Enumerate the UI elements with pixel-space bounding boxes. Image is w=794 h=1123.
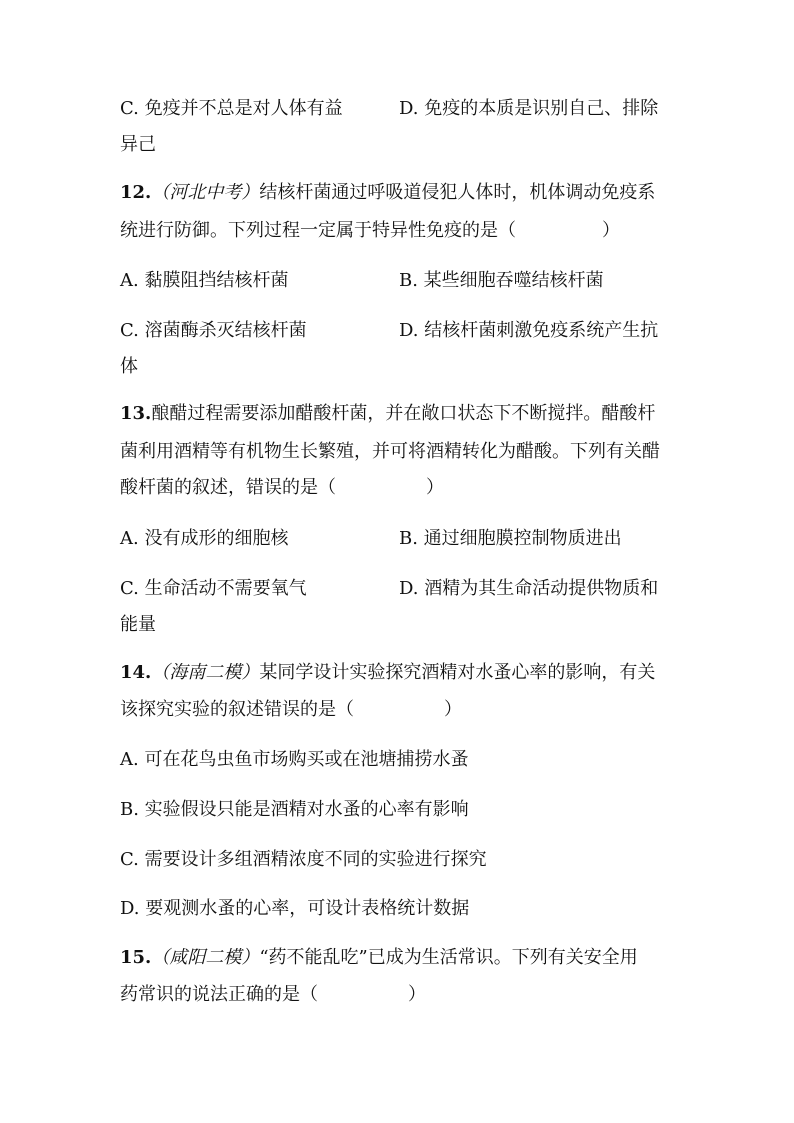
q13-option-d-continued: 能量	[120, 614, 156, 635]
question-12-stem	[120, 180, 655, 206]
question-source: （海南二模）	[151, 662, 260, 683]
question-14-stem-line-2	[120, 697, 462, 723]
option-d-continued: 异己	[120, 134, 156, 155]
q12-option-a: A. 黏膜阻挡结核杆菌	[120, 270, 289, 291]
answer-bracket-close: ）	[602, 220, 620, 241]
question-text: 酸杆菌的叙述，错误的是（	[120, 477, 336, 498]
option-c: C. 免疫并不总是对人体有益	[120, 98, 343, 119]
answer-bracket-close: ）	[426, 477, 444, 498]
q14-option-c: C. 需要设计多组酒精浓度不同的实验进行探究	[120, 849, 487, 870]
q12-option-b: B. 某些细胞吞噬结核杆菌	[399, 270, 604, 291]
question-source: （河北中考）	[151, 182, 260, 203]
q13-option-d: D. 酒精为其生命活动提供物质和	[399, 578, 659, 599]
question-number: 14.	[120, 662, 152, 683]
q12-option-d: D. 结核杆菌刺激免疫系统产生抗	[399, 320, 659, 341]
question-12-stem-line-2	[120, 218, 620, 244]
q13-option-a: A. 没有成形的细胞核	[120, 528, 289, 549]
question-source: （咸阳二模）	[151, 947, 260, 968]
question-13-stem	[120, 401, 655, 427]
question-text: “药不能乱吃”已成为生活常识。下列有关安全用	[259, 947, 638, 968]
q12-option-d-continued: 体	[120, 356, 138, 377]
question-text: 药常识的说法正确的是（	[120, 984, 318, 1005]
q13-option-b: B. 通过细胞膜控制物质进出	[399, 528, 622, 549]
question-13-stem-line-2: 菌利用酒精等有机物生长繁殖，并可将酒精转化为醋酸。下列有关醋	[120, 441, 660, 462]
question-14-stem	[120, 660, 655, 686]
question-text: 统进行防御。下列过程一定属于特异性免疫的是（	[120, 220, 516, 241]
q14-option-b: B. 实验假设只能是酒精对水蚤的心率有影响	[120, 799, 469, 820]
question-number: 12.	[120, 182, 152, 203]
question-text: 结核杆菌通过呼吸道侵犯人体时，机体调动免疫系	[259, 182, 656, 203]
q14-option-a: A. 可在花鸟虫鱼市场购买或在池塘捕捞水蚤	[120, 749, 469, 770]
question-15-stem-line-2	[120, 982, 426, 1008]
question-text: 某同学设计实验探究酒精对水蚤心率的影响，有关	[259, 662, 656, 683]
question-number: 13.	[120, 403, 152, 424]
answer-bracket-close: ）	[408, 984, 426, 1005]
question-13-stem-line-3	[120, 475, 444, 501]
q13-option-c: C. 生命活动不需要氧气	[120, 578, 307, 599]
q14-option-d: D. 要观测水蚤的心率，可设计表格统计数据	[120, 898, 470, 919]
question-number: 15.	[120, 947, 152, 968]
option-d: D. 免疫的本质是识别自己、排除	[399, 98, 659, 119]
answer-bracket-close: ）	[444, 699, 462, 720]
question-text: 该探究实验的叙述错误的是（	[120, 699, 354, 720]
question-text: 酿醋过程需要添加醋酸杆菌，并在敞口状态下不断搅拌。醋酸杆	[151, 403, 656, 424]
question-15-stem	[120, 945, 638, 971]
q12-option-c: C. 溶菌酶杀灭结核杆菌	[120, 320, 307, 341]
